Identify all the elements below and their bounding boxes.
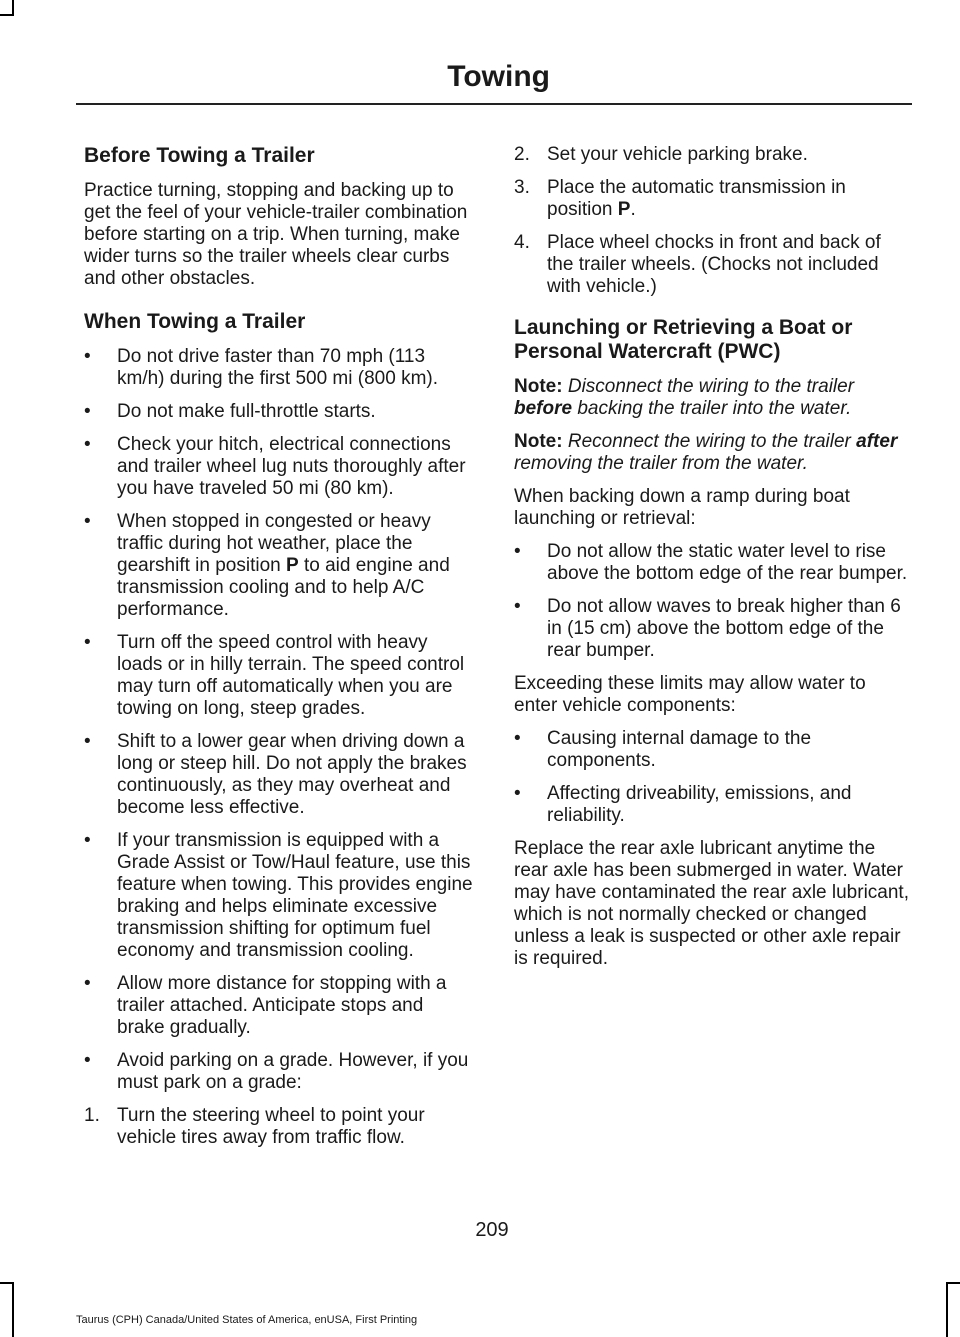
crop-mark-bottom-left: [12, 1282, 14, 1337]
damage-bullet-list: [514, 728, 910, 827]
list-item: [514, 728, 910, 772]
list-item: [514, 783, 910, 827]
list-item: [84, 401, 476, 423]
bullet-marker: •: [84, 973, 91, 994]
crop-mark-bottom-right: [946, 1282, 948, 1337]
bullet-marker: •: [84, 346, 91, 367]
bullet-marker: •: [84, 434, 91, 455]
bullet-marker: •: [84, 511, 91, 532]
note-emphasis: after: [856, 431, 898, 452]
list-item: [514, 596, 910, 662]
step-text: Turn the steering wheel to point your vehicle tires away from traffic flow.: [117, 1105, 425, 1148]
step-number: 3.: [514, 177, 530, 198]
crop-mark-top-left-h: [0, 14, 14, 16]
step-number: 1.: [84, 1105, 100, 1126]
bullet-marker: •: [514, 596, 521, 617]
note-text: removing the trailer from the water.: [514, 453, 808, 474]
bullet-marker: •: [84, 1050, 91, 1071]
step-text: Place wheel chocks in front and back of the trailer wheels. (Chocks not included with vehicle.): [547, 232, 881, 297]
list-item: [84, 346, 476, 390]
paragraph-practice: Practice turning, stopping and backing up to get the feel of your vehicle-trailer combination before starting on a trip. When turning, make wider turns so the trailer wheels clear curbs and other obstacles.: [84, 180, 468, 289]
numbered-step: [514, 232, 910, 298]
note-emphasis: before: [514, 398, 573, 419]
left-column: [84, 144, 476, 1160]
section-heading-when-towing: When Towing a Trailer: [84, 310, 306, 333]
page-header-title: Towing: [447, 60, 550, 93]
step-text: Set your vehicle parking brake.: [547, 144, 808, 165]
list-item-text: Allow more distance for stopping with a trailer attached. Anticipate stops and brake gradually.: [117, 973, 447, 1038]
list-item-text: Causing internal damage to the components.: [547, 728, 812, 771]
crop-mark-bottom-right-h: [946, 1282, 960, 1284]
list-item: [84, 434, 476, 500]
header-rule: [76, 103, 912, 105]
paragraph-exceeding: Exceeding these limits may allow water to enter vehicle components:: [514, 673, 866, 716]
section-heading-before-towing: Before Towing a Trailer: [84, 144, 315, 167]
list-item: [84, 632, 476, 720]
list-item-text: Check your hitch, electrical connections and trailer wheel lug nuts thoroughly after you have traveled 50 mi (80 km).: [117, 434, 466, 499]
list-item: [514, 541, 910, 585]
section-heading-boat-launch: Launching or Retrieving a Boat or Personal Watercraft (PWC): [514, 316, 853, 363]
gear-position-p: P: [617, 199, 631, 220]
numbered-step: [514, 144, 910, 166]
list-item-text: Avoid parking on a grade. However, if you must park on a grade:: [117, 1050, 469, 1093]
gear-position-p: P: [286, 555, 299, 576]
bullet-marker: •: [84, 731, 91, 752]
towing-bullet-list: [84, 346, 476, 1094]
note-reconnect: [514, 431, 910, 475]
list-item-text: When stopped in congested or heavy traffic during hot weather, place the gearshift in position: [117, 511, 431, 576]
list-item-text: Turn off the speed control with heavy loads or in hilly terrain. The speed control may turn off automatically when you are towing on long, steep grades.: [117, 632, 465, 719]
note-disconnect: [514, 376, 910, 420]
note-text: backing the trailer into the water.: [572, 398, 852, 419]
list-item-text: Do not make full-throttle starts.: [117, 401, 376, 422]
footer-text: Taurus (CPH) Canada/United States of America, enUSA, First Printing: [76, 1314, 418, 1326]
note-label: Note:: [514, 431, 563, 452]
list-item-text: Shift to a lower gear when driving down a long or steep hill. Do not apply the brakes continuously, as they may overheat and become less effective.: [117, 731, 467, 818]
list-item: [84, 973, 476, 1039]
step-text: .: [630, 199, 636, 220]
bullet-marker: •: [84, 830, 91, 851]
list-item: [84, 830, 476, 962]
paragraph-backing: When backing down a ramp during boat launching or retrieval:: [514, 486, 850, 529]
right-column: [514, 144, 910, 981]
list-item-text: to aid engine and transmission cooling and to help A/C performance.: [117, 555, 450, 620]
numbered-step: [84, 1105, 476, 1149]
list-item-text: If your transmission is equipped with a Grade Assist or Tow/Haul feature, use this feature when towing. This provides engine braking and helps eliminate excessive transmission shifting for optimum fuel economy and transmission cooling.: [117, 830, 473, 961]
bullet-marker: •: [84, 632, 91, 653]
note-label: Note:: [514, 376, 563, 397]
step-text: Place the automatic transmission in position: [547, 177, 846, 220]
paragraph-axle-lubricant: Replace the rear axle lubricant anytime the rear axle has been submerged in water. Water may have contaminated the rear axle lubricant, which is not normally checked or changed unless a leak is suspected or other axle repair is required.: [514, 838, 909, 969]
bullet-marker: •: [84, 401, 91, 422]
page-number: 209: [475, 1219, 509, 1241]
note-text: Disconnect the wiring to the trailer: [562, 376, 855, 397]
step-number: 2.: [514, 144, 530, 165]
list-item: [84, 1050, 476, 1094]
list-item-text: Do not allow waves to break higher than 6 in (15 cm) above the bottom edge of the rear bumper.: [547, 596, 901, 661]
bullet-marker: •: [514, 728, 521, 749]
step-number: 4.: [514, 232, 530, 253]
bullet-marker: •: [514, 541, 521, 562]
note-text: Reconnect the wiring to the trailer: [562, 431, 857, 452]
parking-steps-list: [84, 1105, 476, 1149]
list-item: [84, 731, 476, 819]
list-item-text: Do not drive faster than 70 mph (113 km/h) during the first 500 mi (800 km).: [117, 346, 438, 389]
crop-mark-bottom-left-h: [0, 1282, 14, 1284]
numbered-step: [514, 177, 910, 221]
water-level-bullet-list: [514, 541, 910, 662]
list-item: [84, 511, 476, 621]
list-item-text: Do not allow the static water level to rise above the bottom edge of the rear bumper.: [547, 541, 908, 584]
list-item-text: Affecting driveability, emissions, and reliability.: [547, 783, 852, 826]
parking-steps-list-continued: [514, 144, 910, 298]
bullet-marker: •: [514, 783, 521, 804]
